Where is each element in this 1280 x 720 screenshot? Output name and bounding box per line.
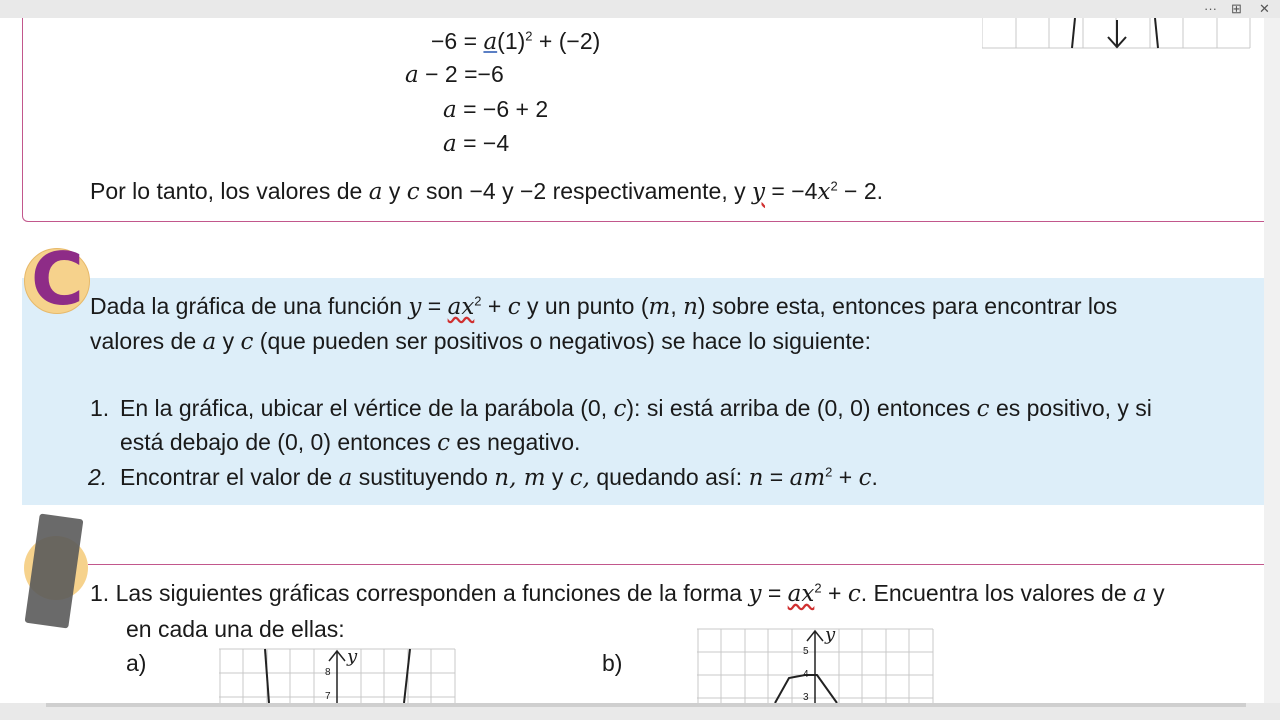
graph-a-tick: 8 xyxy=(325,667,331,678)
equation-line-3: a = −6 + 2 xyxy=(443,96,549,123)
step-1-text-line-2: está debajo de (0, 0) entonces c es negativo. xyxy=(120,429,581,456)
graph-b-tick: 4 xyxy=(803,669,809,680)
window-top-bar xyxy=(0,0,1280,18)
restore-window-icon[interactable]: ⊞ xyxy=(1231,1,1242,16)
window-bottom-bar xyxy=(0,703,1280,720)
section-c-letter: C xyxy=(31,237,84,321)
graph-b xyxy=(697,624,935,703)
eraser-cursor-icon xyxy=(25,513,84,628)
section-divider xyxy=(88,564,1264,565)
section-c-badge xyxy=(24,237,90,321)
graph-a xyxy=(219,648,457,703)
horizontal-scrollbar[interactable] xyxy=(46,703,1246,707)
step-2-text: Encontrar el valor de a sustituyendo n, m y c, quedando así: $n = am^2 + c$. xyxy=(120,464,878,491)
conclusion-text: Por lo tanto, los valores de a y c son −4 y −2 respectivamente, y $y = -4x^2 - 2$. xyxy=(90,178,884,205)
concept-line-2: valores de a y c (que pueden ser positivos o negativos) se hace lo siguiente: xyxy=(90,328,871,355)
graph-b-y-label: y xyxy=(825,624,836,645)
document-page xyxy=(0,18,1264,703)
exercise-statement-line-2: en cada una de ellas: xyxy=(126,616,345,642)
partial-graph-top xyxy=(982,18,1252,49)
more-options-icon[interactable]: ··· xyxy=(1204,1,1217,16)
step-2: 2. xyxy=(88,464,108,490)
step-1: 1. xyxy=(90,395,110,421)
label-a: a) xyxy=(126,650,147,676)
exercise-statement: 1. Las siguientes gráficas corresponden a funciones de la forma $y = ax^2 + c$. Encuentra los valores de a y xyxy=(90,580,1165,607)
close-window-icon[interactable]: ✕ xyxy=(1259,1,1270,16)
equation-line-1: $-6 = a(1)^2 + (-2)$ xyxy=(431,28,601,55)
label-b: b) xyxy=(602,650,623,676)
step-1-text: En la gráfica, ubicar el vértice de la parábola (0, c): si está arriba de (0, 0) entonces c es positivo, y si xyxy=(120,395,1152,422)
graph-b-tick: 5 xyxy=(803,646,809,657)
vertical-scrollbar[interactable] xyxy=(1264,18,1280,703)
graph-b-tick: 3 xyxy=(803,692,809,703)
graph-a-y-label: y xyxy=(347,646,358,667)
equation-line-2: a − 2 =−6 xyxy=(405,61,504,88)
equation-line-4: a = −4 xyxy=(443,130,510,157)
concept-line-1: Dada la gráfica de una función $y = ax^2 + c$ y un punto (m, n) sobre esta, entonces para encontrar los xyxy=(90,293,1118,320)
graph-a-tick: 7 xyxy=(325,691,331,702)
